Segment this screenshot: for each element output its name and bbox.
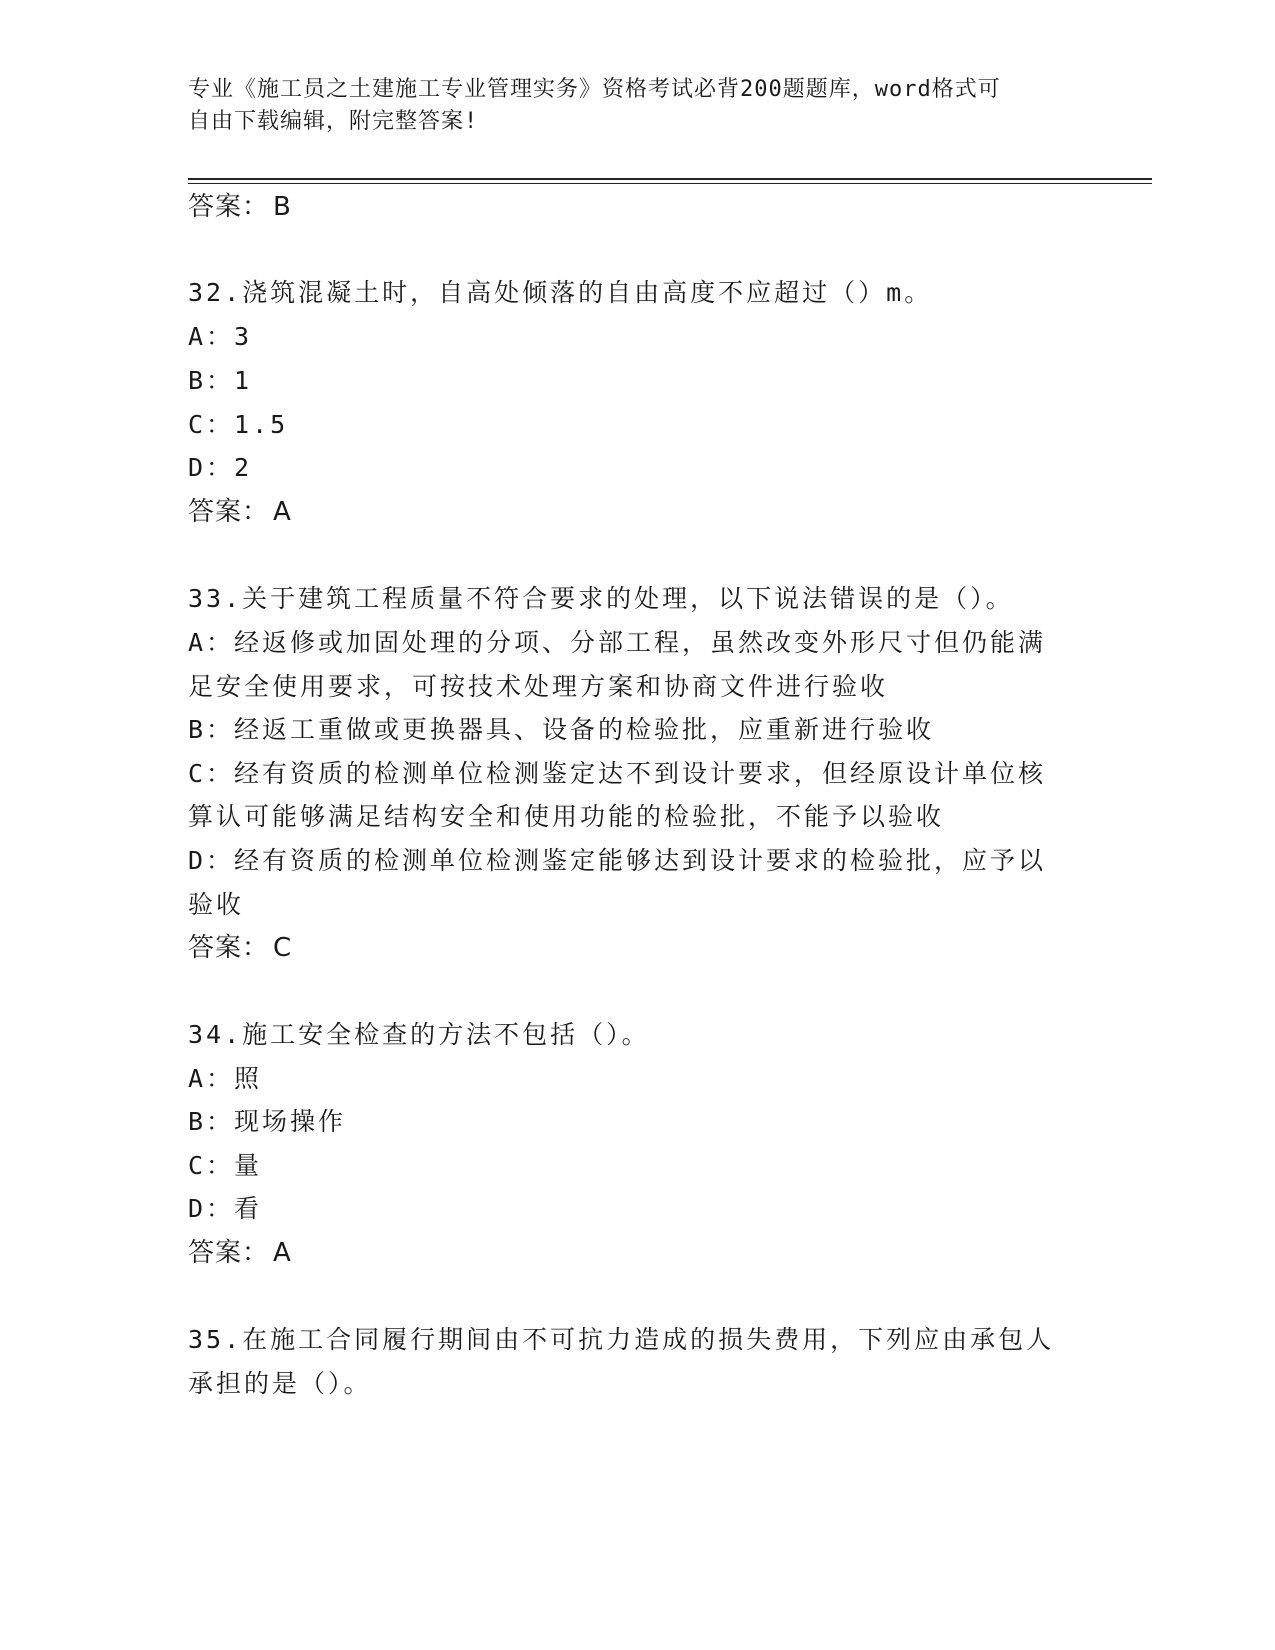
option-d: D：2 (188, 453, 253, 482)
question-stem: 33.关于建筑工程质量不符合要求的处理，以下说法错误的是（）。 (188, 584, 1014, 613)
question-answer (188, 495, 1088, 529)
question-stem: 34.施工安全检查的方法不包括（）。 (188, 1020, 650, 1049)
answer-value: C (273, 933, 293, 963)
option-d: D：经有资质的检测单位检测鉴定能够达到设计要求的检验批，应予以 (188, 846, 1047, 875)
answer-label: 答案： (188, 497, 270, 527)
question-stem: 35.在施工合同履行期间由不可抗力造成的损失费用，下列应由承包人 (188, 1325, 1055, 1354)
answer-value: A (273, 1238, 292, 1268)
answer-label: 答案： (188, 192, 270, 222)
answer-label: 答案： (188, 1238, 270, 1268)
option-a: A：照 (188, 1064, 263, 1093)
header-divider-thin (188, 183, 1152, 184)
prev-answer (188, 190, 1088, 224)
option-c: C：经有资质的检测单位检测鉴定达不到设计要求，但经原设计单位核 (188, 759, 1047, 788)
header-line-2: 自由下载编辑，附完整答案! (188, 109, 479, 134)
option-c: C：1.5 (188, 410, 289, 439)
answer-label: 答案： (188, 933, 270, 963)
option-c: C：量 (188, 1151, 263, 1180)
option-d: D：看 (188, 1194, 263, 1223)
document-header (188, 74, 1068, 138)
question-stem: 32.浇筑混凝土时，自高处倾落的自由高度不应超过（）m。 (188, 278, 933, 307)
option-b: B：经返工重做或更换器具、设备的检验批，应重新进行验收 (188, 715, 935, 744)
option-b: B：1 (188, 366, 253, 395)
answer-value: B (273, 192, 292, 222)
header-divider-thick (188, 178, 1152, 180)
option-a-continued: 足安全使用要求，可按技术处理方案和协商文件进行验收 (188, 672, 889, 701)
option-a: A：经返修或加固处理的分项、分部工程，虽然改变外形尺寸但仍能满 (188, 628, 1047, 657)
option-b: B：现场操作 (188, 1107, 347, 1136)
answer-value: A (273, 497, 292, 527)
question-answer (188, 1236, 1088, 1270)
option-a: A：3 (188, 322, 253, 351)
option-c-continued: 算认可能够满足结构安全和使用功能的检验批，不能予以验收 (188, 802, 945, 831)
question-answer (188, 931, 1088, 965)
question-stem-continued: 承担的是（）。 (188, 1369, 372, 1398)
option-d-continued: 验收 (188, 890, 245, 919)
header-line-1: 专业《施工员之土建施工专业管理实务》资格考试必背200题题库，word格式可 (188, 77, 1001, 102)
